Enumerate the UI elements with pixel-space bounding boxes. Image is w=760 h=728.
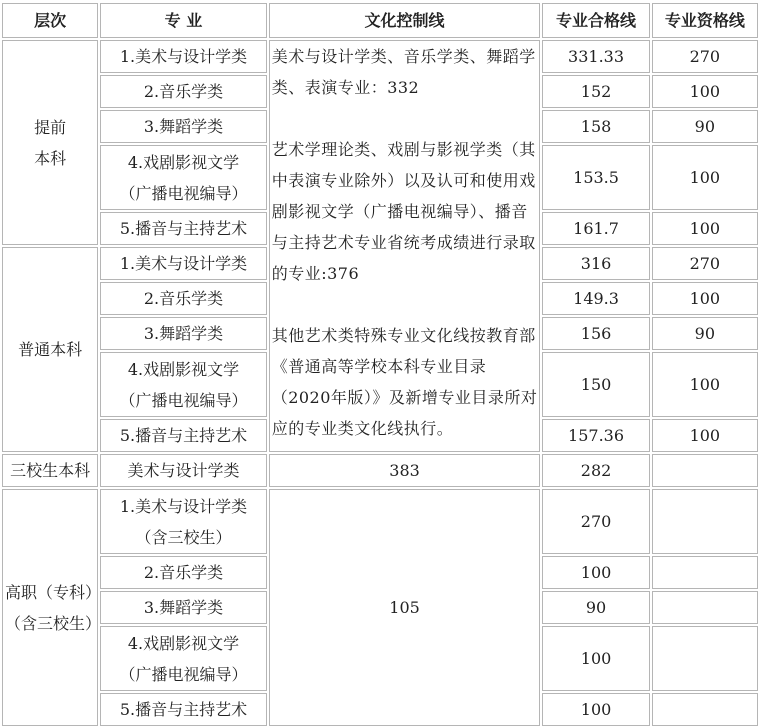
culture-paragraph: 艺术学理论类、戏剧与影视学类（其中表演专业除外）以及认可和使用戏剧影视文学（广播电视编导）、播音与主持艺术专业省统考成绩进行录取的专业:376 — [271, 140, 536, 283]
pass-cell: 161.7 — [542, 212, 649, 245]
pass-cell: 331.33 — [542, 40, 649, 73]
pass-cell: 282 — [542, 454, 649, 487]
pass-cell: 90 — [542, 591, 649, 624]
table-row — [2, 454, 758, 487]
culture-cell: 105 — [269, 489, 541, 726]
qual-cell — [652, 693, 758, 726]
major-line: 1.美术与设计学类 — [119, 496, 248, 516]
qual-cell — [652, 556, 758, 589]
major-cell — [100, 489, 266, 554]
level-line: 提前 — [34, 117, 67, 137]
art-admission-score-table — [0, 1, 760, 728]
table-row — [2, 40, 758, 73]
major-line: （广播电视编导） — [119, 183, 248, 203]
culture-paragraph: 美术与设计学类、音乐学类、舞蹈学类、表演专业：332 — [271, 47, 536, 97]
pass-cell: 150 — [542, 352, 649, 417]
level-cell-early — [2, 40, 98, 245]
culture-line-cell — [269, 40, 541, 452]
level-line: 本科 — [34, 148, 67, 168]
pass-cell: 149.3 — [542, 282, 649, 315]
qual-cell: 100 — [652, 352, 758, 417]
major-cell: 美术与设计学类 — [100, 454, 266, 487]
major-line: （广播电视编导） — [119, 390, 248, 410]
header-qualification-line: 专业资格线 — [652, 3, 758, 38]
qual-cell — [652, 454, 758, 487]
header-pass-line: 专业合格线 — [542, 3, 649, 38]
qual-cell: 270 — [652, 40, 758, 73]
level-cell-sanxiao: 三校生本科 — [2, 454, 98, 487]
qual-cell — [652, 626, 758, 691]
major-cell: 2.音乐学类 — [100, 282, 266, 315]
major-cell — [100, 352, 266, 417]
major-cell: 3.舞蹈学类 — [100, 591, 266, 624]
qual-cell — [652, 489, 758, 554]
pass-cell: 153.5 — [542, 145, 649, 210]
pass-cell: 316 — [542, 247, 649, 280]
major-cell: 5.播音与主持艺术 — [100, 693, 266, 726]
pass-cell: 100 — [542, 693, 649, 726]
major-line: 4.戏剧影视文学 — [127, 152, 240, 172]
pass-cell: 270 — [542, 489, 649, 554]
pass-cell: 156 — [542, 317, 649, 350]
qual-cell: 90 — [652, 317, 758, 350]
major-cell: 3.舞蹈学类 — [100, 110, 266, 143]
header-major: 专 业 — [100, 3, 266, 38]
table-row — [2, 489, 758, 554]
culture-paragraph: 其他艺术类特殊专业文化线按教育部《普通高等学校本科专业目录（2020年版）》及新增专业目录所对应的专业类文化线执行。 — [271, 326, 538, 438]
major-cell: 2.音乐学类 — [100, 556, 266, 589]
header-row — [2, 3, 758, 38]
pass-cell: 152 — [542, 75, 649, 108]
qual-cell — [652, 591, 758, 624]
qual-cell: 100 — [652, 282, 758, 315]
qual-cell: 270 — [652, 247, 758, 280]
major-cell: 1.美术与设计学类 — [100, 247, 266, 280]
qual-cell: 90 — [652, 110, 758, 143]
pass-cell: 157.36 — [542, 419, 649, 452]
header-culture-line: 文化控制线 — [269, 3, 541, 38]
qual-cell: 100 — [652, 212, 758, 245]
culture-cell: 383 — [269, 454, 541, 487]
major-cell — [100, 626, 266, 691]
major-line: 4.戏剧影视文学 — [127, 359, 240, 379]
header-level: 层次 — [2, 3, 98, 38]
major-cell: 3.舞蹈学类 — [100, 317, 266, 350]
major-line: （广播电视编导） — [119, 664, 248, 684]
major-cell: 5.播音与主持艺术 — [100, 419, 266, 452]
major-cell: 5.播音与主持艺术 — [100, 212, 266, 245]
major-line: （含三校生） — [135, 527, 232, 547]
major-cell: 2.音乐学类 — [100, 75, 266, 108]
major-cell — [100, 145, 266, 210]
qual-cell: 100 — [652, 75, 758, 108]
level-cell-regular: 普通本科 — [2, 247, 98, 452]
level-cell-vocational: 高职（专科）（含三校生） — [2, 489, 98, 726]
major-cell: 1.美术与设计学类 — [100, 40, 266, 73]
pass-cell: 158 — [542, 110, 649, 143]
major-line: 4.戏剧影视文学 — [127, 633, 240, 653]
qual-cell: 100 — [652, 145, 758, 210]
pass-cell: 100 — [542, 556, 649, 589]
pass-cell: 100 — [542, 626, 649, 691]
qual-cell: 100 — [652, 419, 758, 452]
